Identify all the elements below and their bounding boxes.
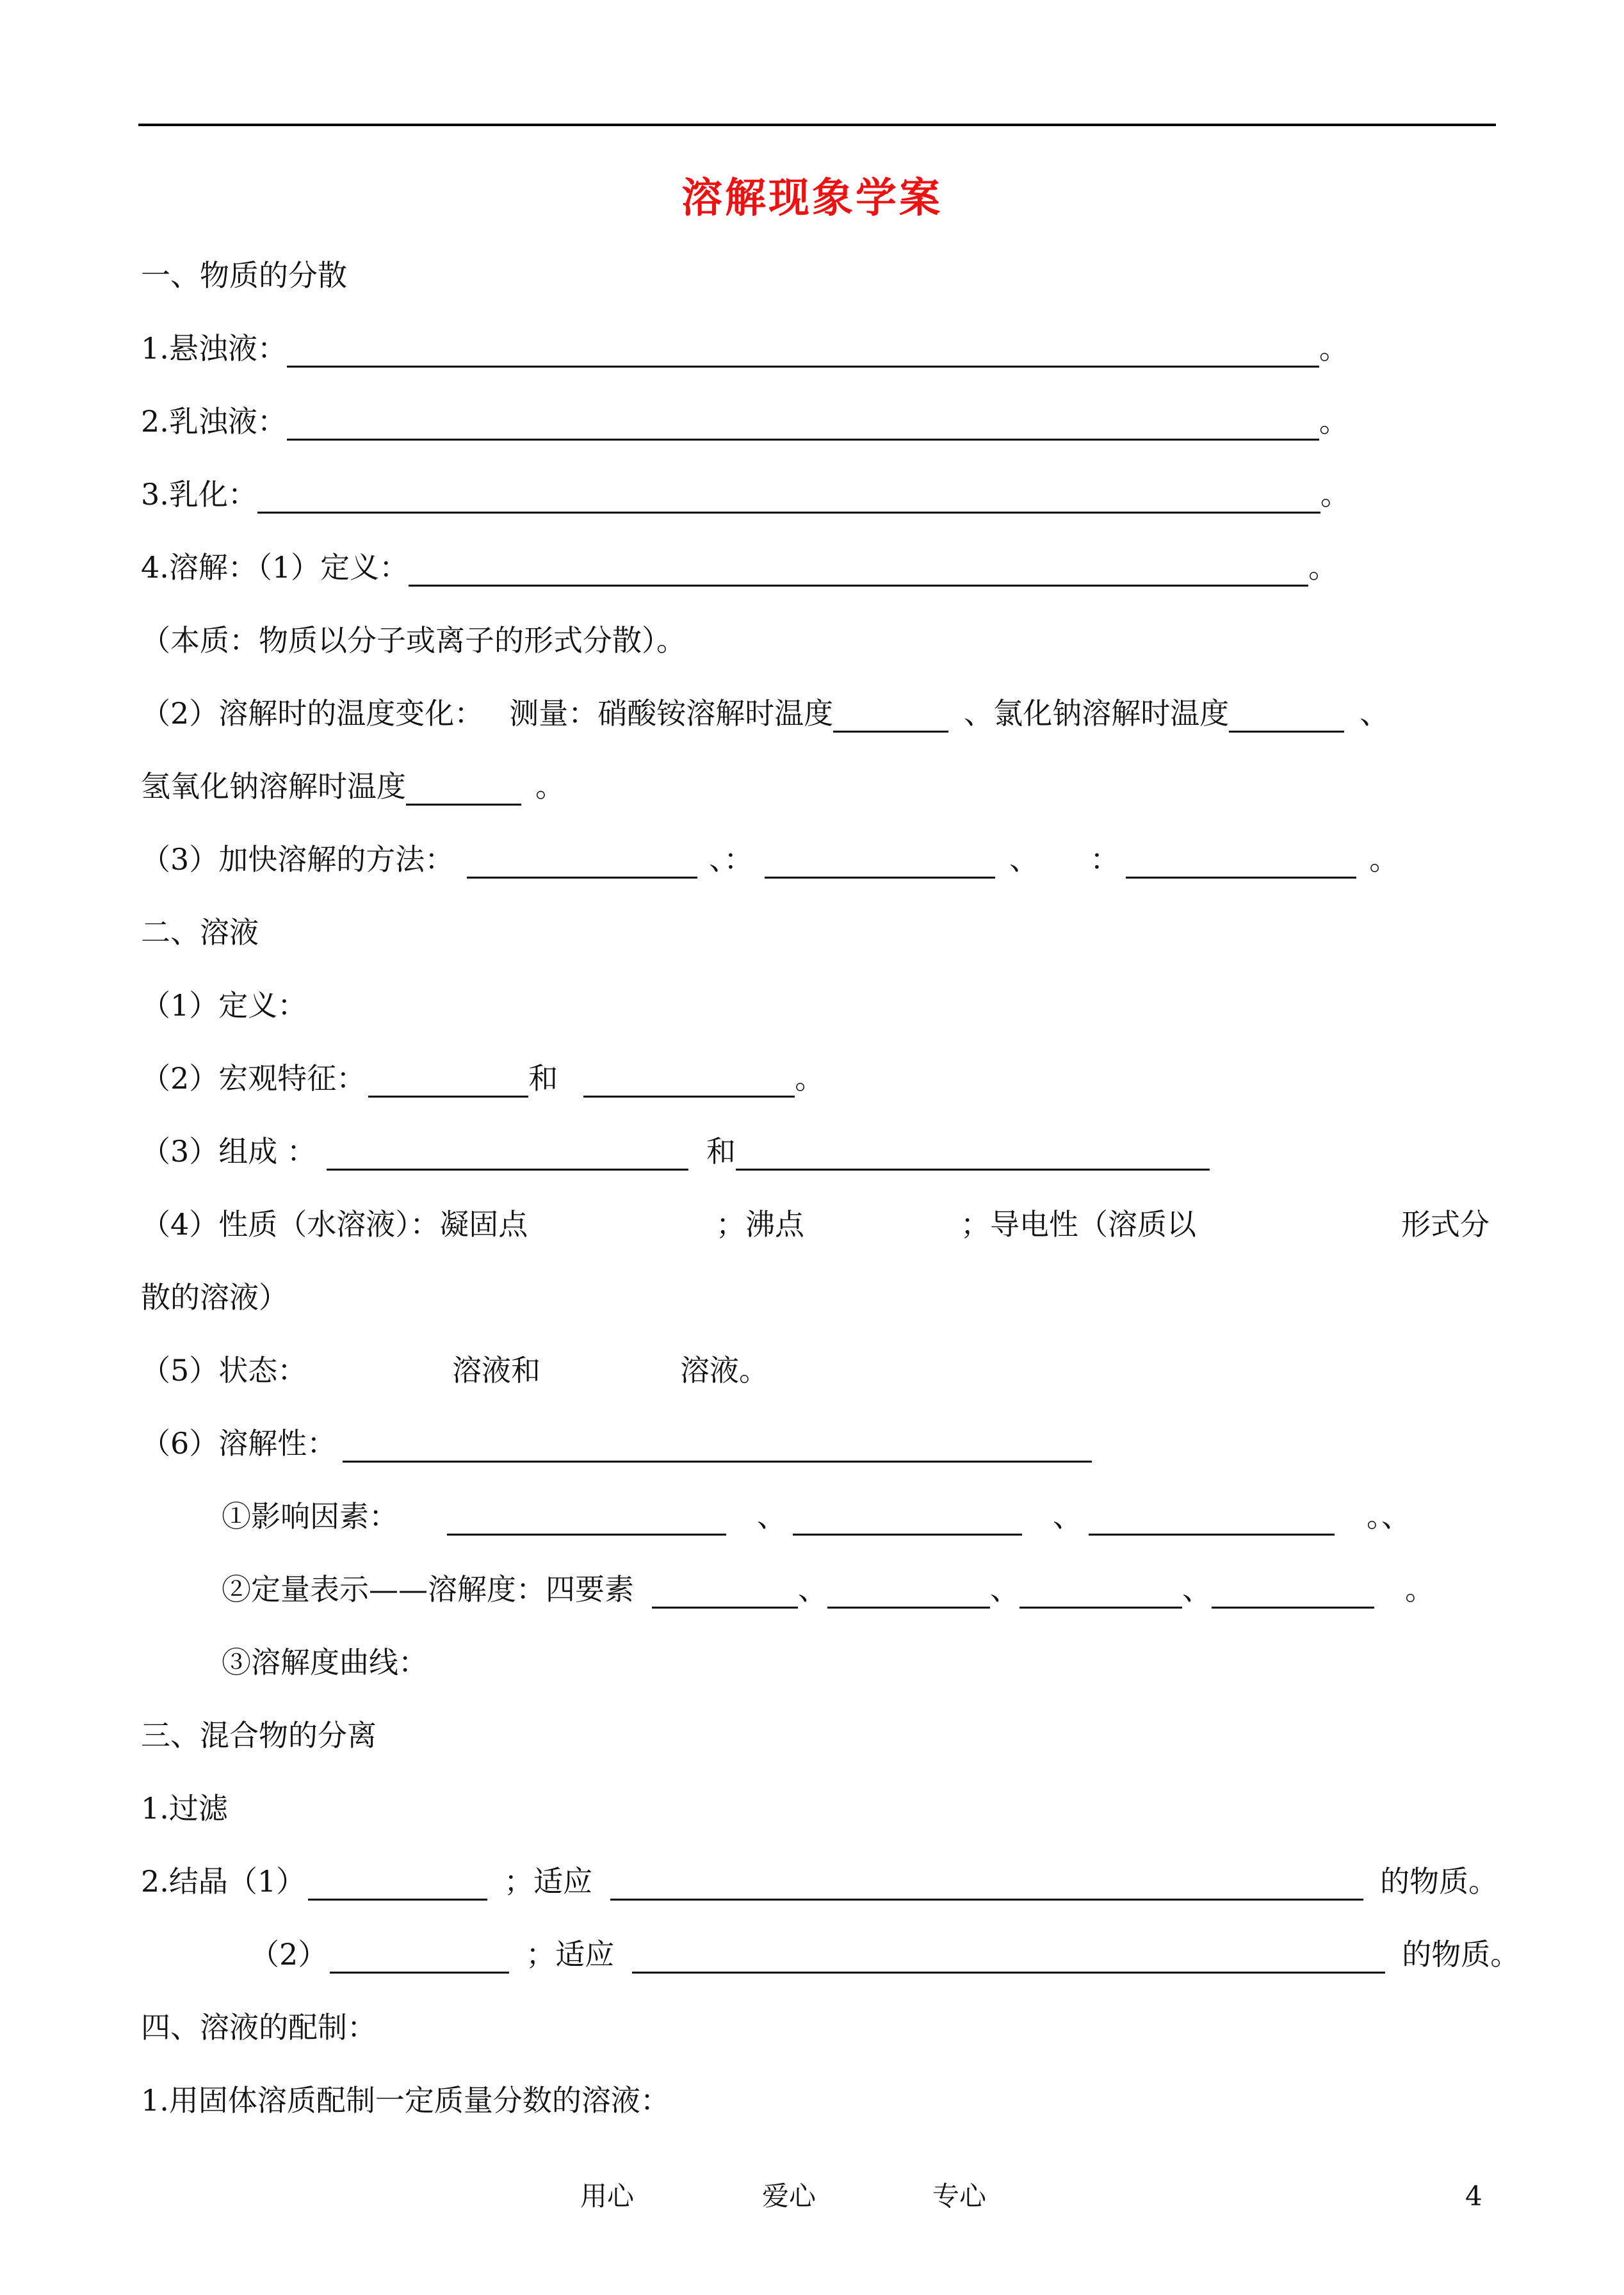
item-crystallization-2: （2） ；适应 的物质。 — [250, 1935, 1520, 1974]
page-number: 4 — [1465, 2180, 1482, 2212]
section-heading: 二、溶液 — [141, 915, 259, 950]
answer-blank[interactable] — [765, 848, 995, 879]
answer-blank[interactable] — [583, 1067, 795, 1098]
property-conductivity-tail: 形式分 — [1401, 1207, 1490, 1242]
answer-blank[interactable] — [833, 702, 948, 733]
item-dissolution-definition: 4.溶解：（1）定义： 。 — [141, 548, 1338, 587]
item-speed-up-dissolution: （3）加快溶解的方法： 、： 、 ： 。 — [141, 840, 1399, 879]
item-suspension: 1.悬浊液： 。 — [141, 329, 1349, 368]
footer-motto-1: 用心 — [580, 2180, 635, 2212]
property-conductivity-end: 散的溶液） — [141, 1280, 288, 1315]
answer-blank[interactable] — [308, 1870, 487, 1901]
answer-blank[interactable] — [1089, 1505, 1335, 1536]
answer-blank[interactable] — [447, 1505, 726, 1536]
item-influence-factors: ①影响因素： 、 、 。、 — [222, 1497, 1411, 1536]
answer-blank[interactable] — [287, 410, 1319, 441]
answer-blank[interactable] — [793, 1505, 1022, 1536]
answer-blank[interactable] — [257, 483, 1320, 514]
dissolution-nature: （本质：物质以分子或离子的形式分散）。 — [141, 623, 686, 658]
answer-blank[interactable] — [610, 1870, 1363, 1901]
answer-blank[interactable] — [409, 556, 1308, 587]
item-crystallization-1: 2.结晶（1） ；适应 的物质。 — [141, 1862, 1498, 1901]
item-solubility-quantity: ②定量表示——溶解度：四要素 、 、 、 。 — [222, 1570, 1434, 1609]
answer-blank[interactable] — [287, 337, 1319, 368]
item-solubility: （6）溶解性： — [141, 1424, 1092, 1463]
item-macro-features: （2）宏观特征： 和 。 — [141, 1059, 824, 1098]
section-heading: 四、溶液的配制： — [141, 2010, 377, 2045]
item-state: （5）状态： — [141, 1353, 307, 1388]
footer-motto-2: 爱心 — [762, 2180, 816, 2212]
section-heading: 三、混合物的分离 — [141, 1718, 377, 1753]
answer-blank[interactable] — [327, 1140, 688, 1171]
state-solution-b: 溶液。 — [680, 1353, 768, 1388]
answer-blank[interactable] — [343, 1432, 1092, 1463]
section-heading: 一、物质的分散 — [141, 258, 347, 293]
item-temperature-naoh: 氢氧化钠溶解时温度 。 — [141, 767, 565, 806]
footer-motto-3: 专心 — [932, 2180, 987, 2212]
answer-blank[interactable] — [652, 1578, 798, 1609]
property-conductivity: ；导电性（溶质以 — [961, 1207, 1196, 1242]
item-solubility-curve: ③溶解度曲线： — [222, 1645, 428, 1680]
item-filtration: 1.过滤 — [141, 1791, 228, 1826]
solution-definition: （1）定义： — [141, 988, 307, 1023]
state-solution-a: 溶液和 — [452, 1353, 540, 1388]
header-rule — [138, 124, 1496, 126]
property-boiling-point: ；沸点 — [716, 1207, 804, 1242]
item-properties: （4）性质（水溶液）：凝固点 — [141, 1207, 528, 1242]
item-composition: （3）组成 ： 和 — [141, 1132, 1210, 1171]
answer-blank[interactable] — [467, 848, 697, 879]
answer-blank[interactable] — [330, 1943, 509, 1974]
answer-blank[interactable] — [632, 1943, 1385, 1974]
item-temperature-change: （2）溶解时的温度变化： 测量：硝酸铵溶解时温度 、氯化钠溶解时温度 、 — [141, 694, 1389, 733]
answer-blank[interactable] — [1019, 1578, 1182, 1609]
answer-blank[interactable] — [827, 1578, 990, 1609]
item-solid-solute-preparation: 1.用固体溶质配制一定质量分数的溶液： — [141, 2083, 670, 2118]
answer-blank[interactable] — [736, 1140, 1210, 1171]
document-title: 溶解现象学案 — [681, 174, 943, 222]
answer-blank[interactable] — [1229, 702, 1344, 733]
answer-blank[interactable] — [406, 775, 521, 806]
answer-blank[interactable] — [368, 1067, 528, 1098]
item-emulsification: 3.乳化： 。 — [141, 475, 1350, 514]
answer-blank[interactable] — [1126, 848, 1356, 879]
answer-blank[interactable] — [1212, 1578, 1374, 1609]
item-emulsion: 2.乳浊液： 。 — [141, 402, 1349, 441]
